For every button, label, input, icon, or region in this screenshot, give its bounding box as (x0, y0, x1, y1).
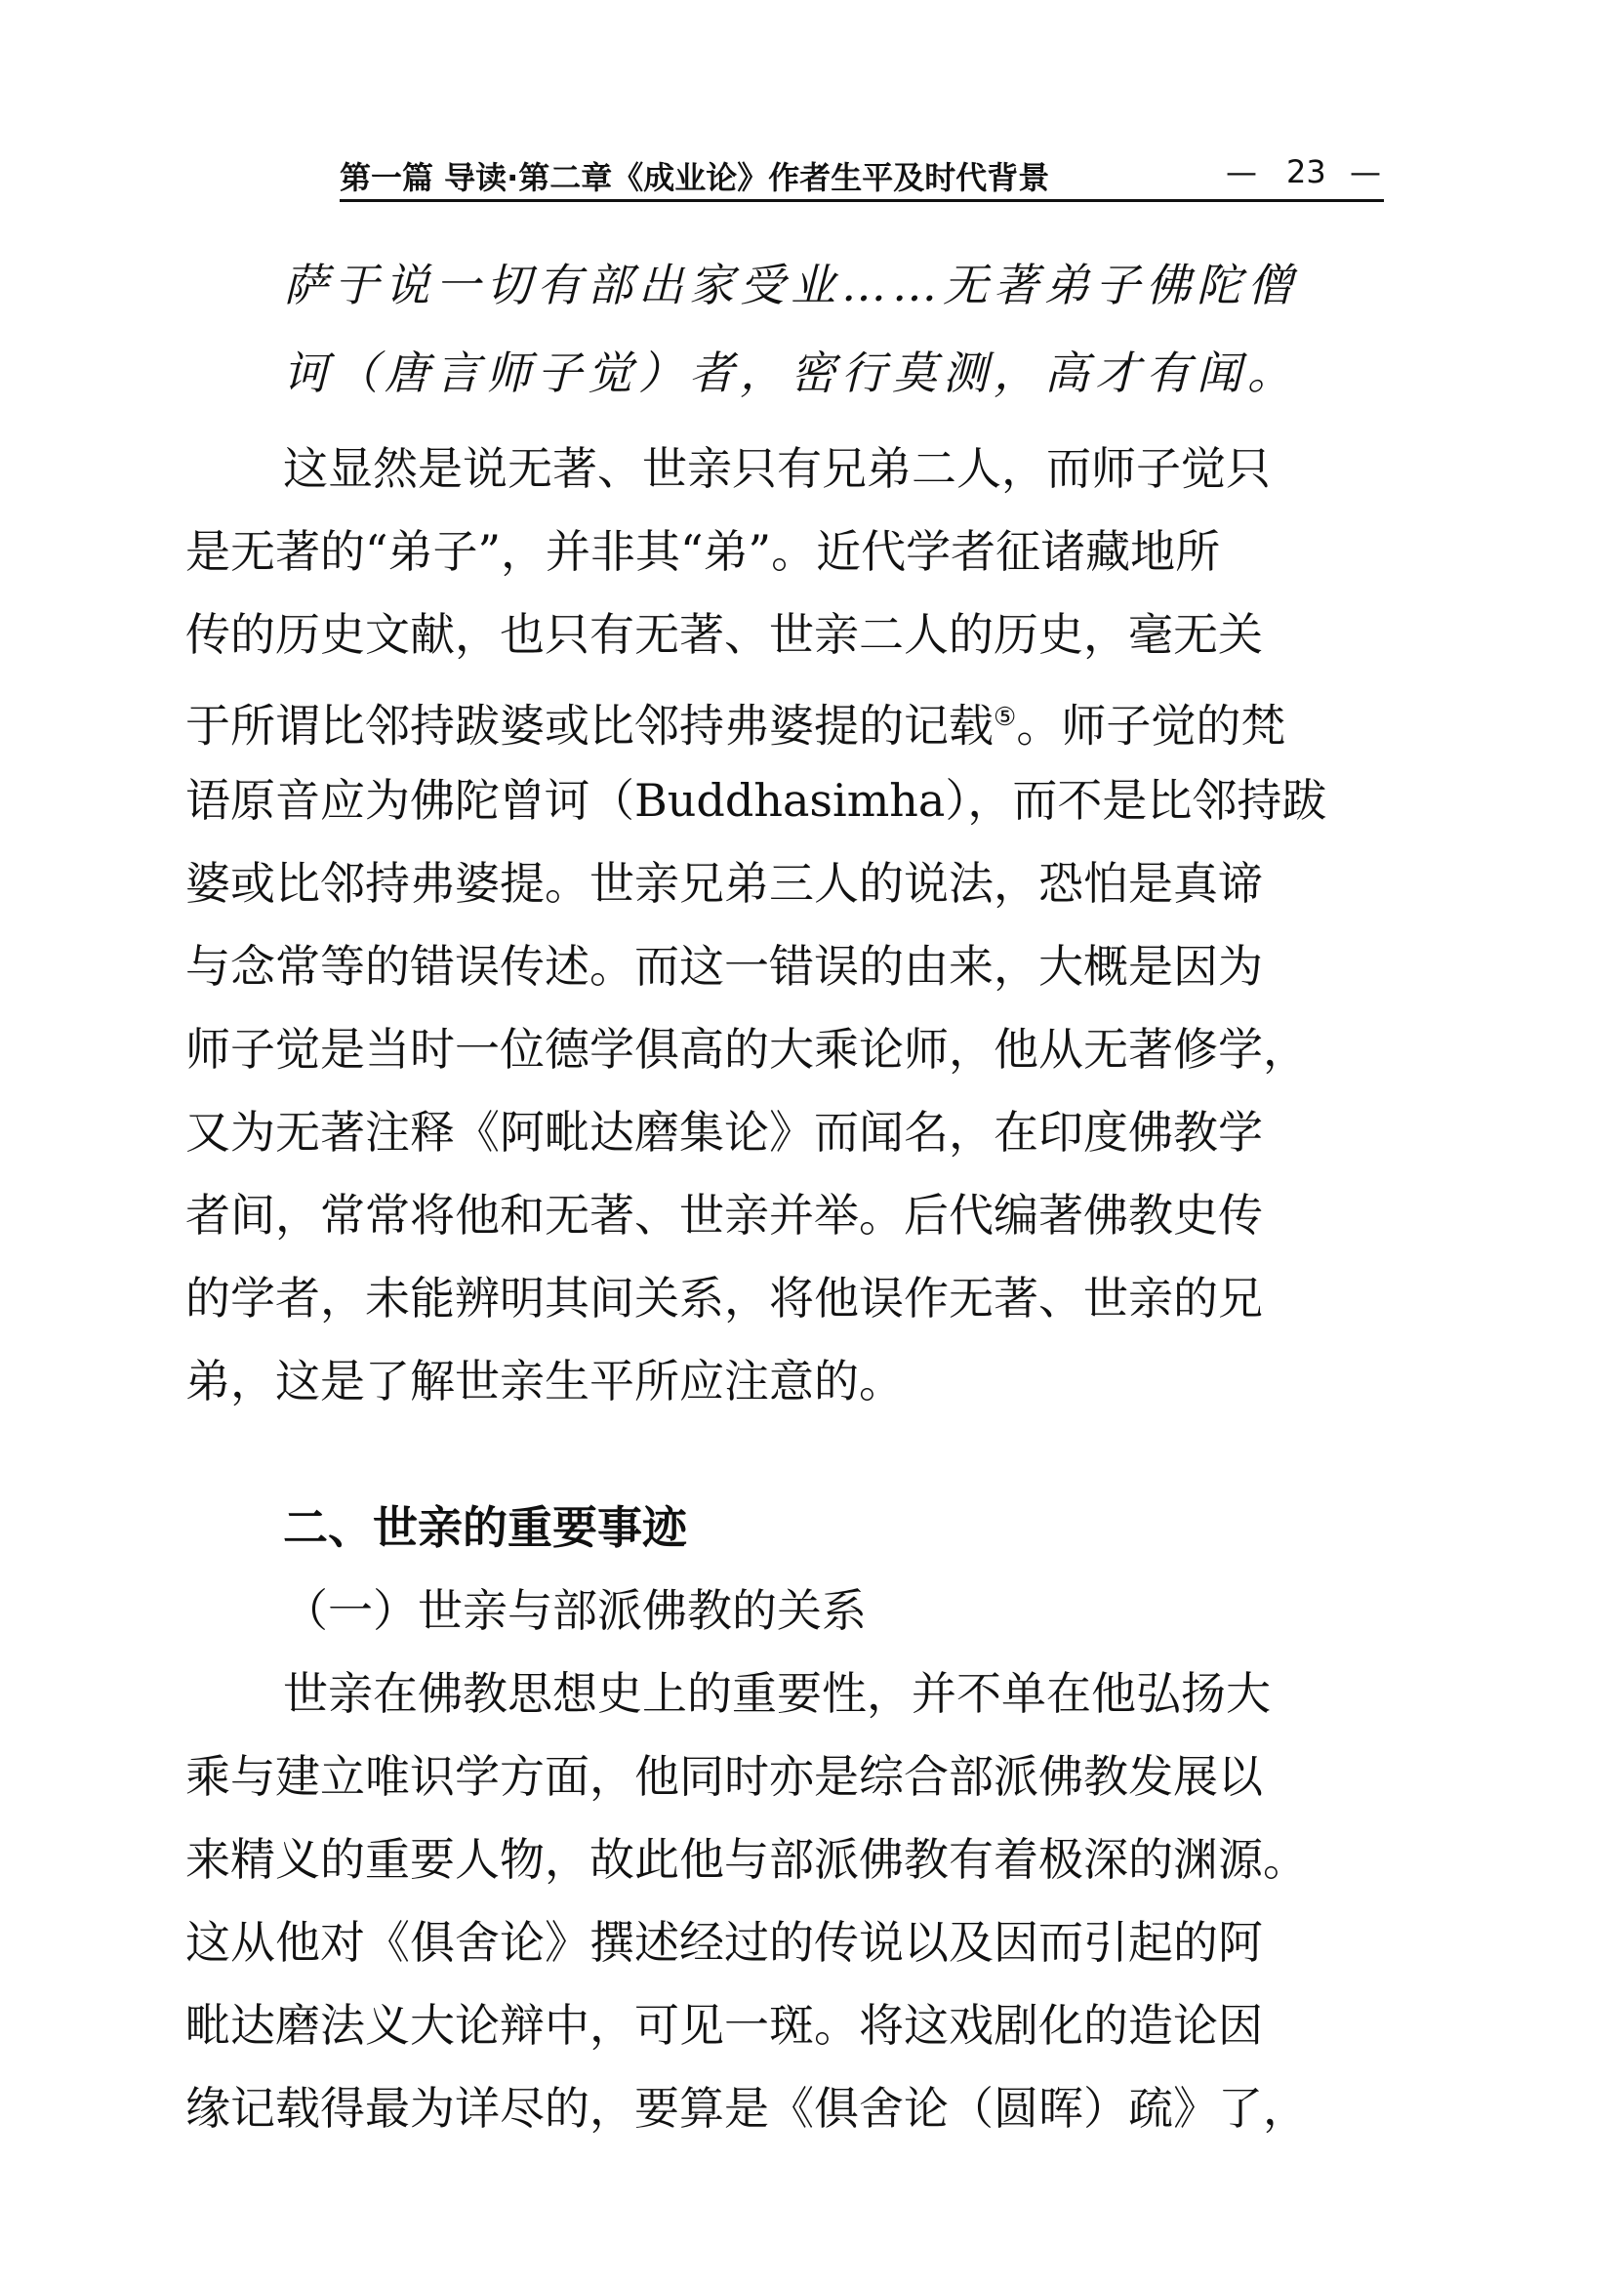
page-number-dash-right: — (1350, 153, 1381, 190)
paragraph2-line: 这从他对《俱舍论》撰述经过的传说以及因而引起的阿 (185, 1916, 1263, 1969)
section-heading: 二、世亲的重要事迹 (283, 1501, 687, 1554)
paragraph1-line: 者间，常常将他和无著、世亲并举。后代编著佛教史传 (185, 1189, 1263, 1242)
header-title: 第一篇 导读·第二章《成业论》作者生平及时代背景 (340, 159, 1050, 196)
paragraph2-line: 毗达磨法义大论辩中，可见一斑。将这戏剧化的造论因 (185, 1999, 1263, 2052)
paragraph1-line: 于所谓比邻持跋婆或比邻持弗婆提的记载 (185, 699, 994, 753)
quote-line: 萨于说一切有部出家受业……无著弟子佛陀僧 (283, 259, 1298, 311)
paragraph1-line-tail: 。师子觉的梵 (1016, 699, 1286, 753)
paragraph1-line: 又为无著注释《阿毗达磨集论》而闻名，在印度佛教学 (185, 1106, 1263, 1159)
paragraph1-line: 这显然是说无著、世亲只有兄弟二人，而师子觉只 (283, 442, 1271, 495)
footnote-marker: ⑤ (994, 703, 1017, 732)
paragraph2-line: 缘记载得最为详尽的，要算是《俱舍论（圆晖）疏》了， (185, 2082, 1308, 2135)
paragraph1-line: 传的历史文献，也只有无著、世亲二人的历史，毫无关 (185, 608, 1263, 661)
paragraph2-line: 乘与建立唯识学方面，他同时亦是综合部派佛教发展以 (185, 1750, 1263, 1803)
page-number: 23 (1286, 153, 1326, 190)
paragraph1-line: 与念常等的错误传述。而这一错误的由来，大概是因为 (185, 940, 1263, 993)
header-rule (340, 199, 1384, 202)
paragraph1-line: 弟，这是了解世亲生平所应注意的。 (185, 1355, 904, 1407)
paragraph2-line: 来精义的重要人物，故此他与部派佛教有着极深的渊源。 (185, 1833, 1308, 1886)
subsection-heading: （一）世亲与部派佛教的关系 (283, 1584, 867, 1637)
quote-line: 诃（唐言师子觉）者，密行莫测，高才有闻。 (283, 347, 1298, 399)
paragraph1-line-with-footnote (185, 678, 1386, 756)
paragraph1-line: 的学者，未能辨明其间关系，将他误作无著、世亲的兄 (185, 1272, 1263, 1325)
paragraph1-line: 师子觉是当时一位德学俱高的大乘论师，他从无著修学， (185, 1023, 1308, 1076)
paragraph2-line: 世亲在佛教思想史上的重要性，并不单在他弘扬大 (283, 1667, 1271, 1720)
paragraph1-line: 是无著的“弟子”，并非其“弟”。近代学者征诸藏地所 (185, 525, 1221, 578)
paragraph1-line: 语原音应为佛陀曾诃（Buddhasimha），而不是比邻持跋 (185, 774, 1327, 827)
running-header (340, 149, 1384, 200)
page-number-dash-left: — (1226, 153, 1257, 190)
paragraph1-line: 婆或比邻持弗婆提。世亲兄弟三人的说法，恐怕是真谛 (185, 857, 1263, 910)
